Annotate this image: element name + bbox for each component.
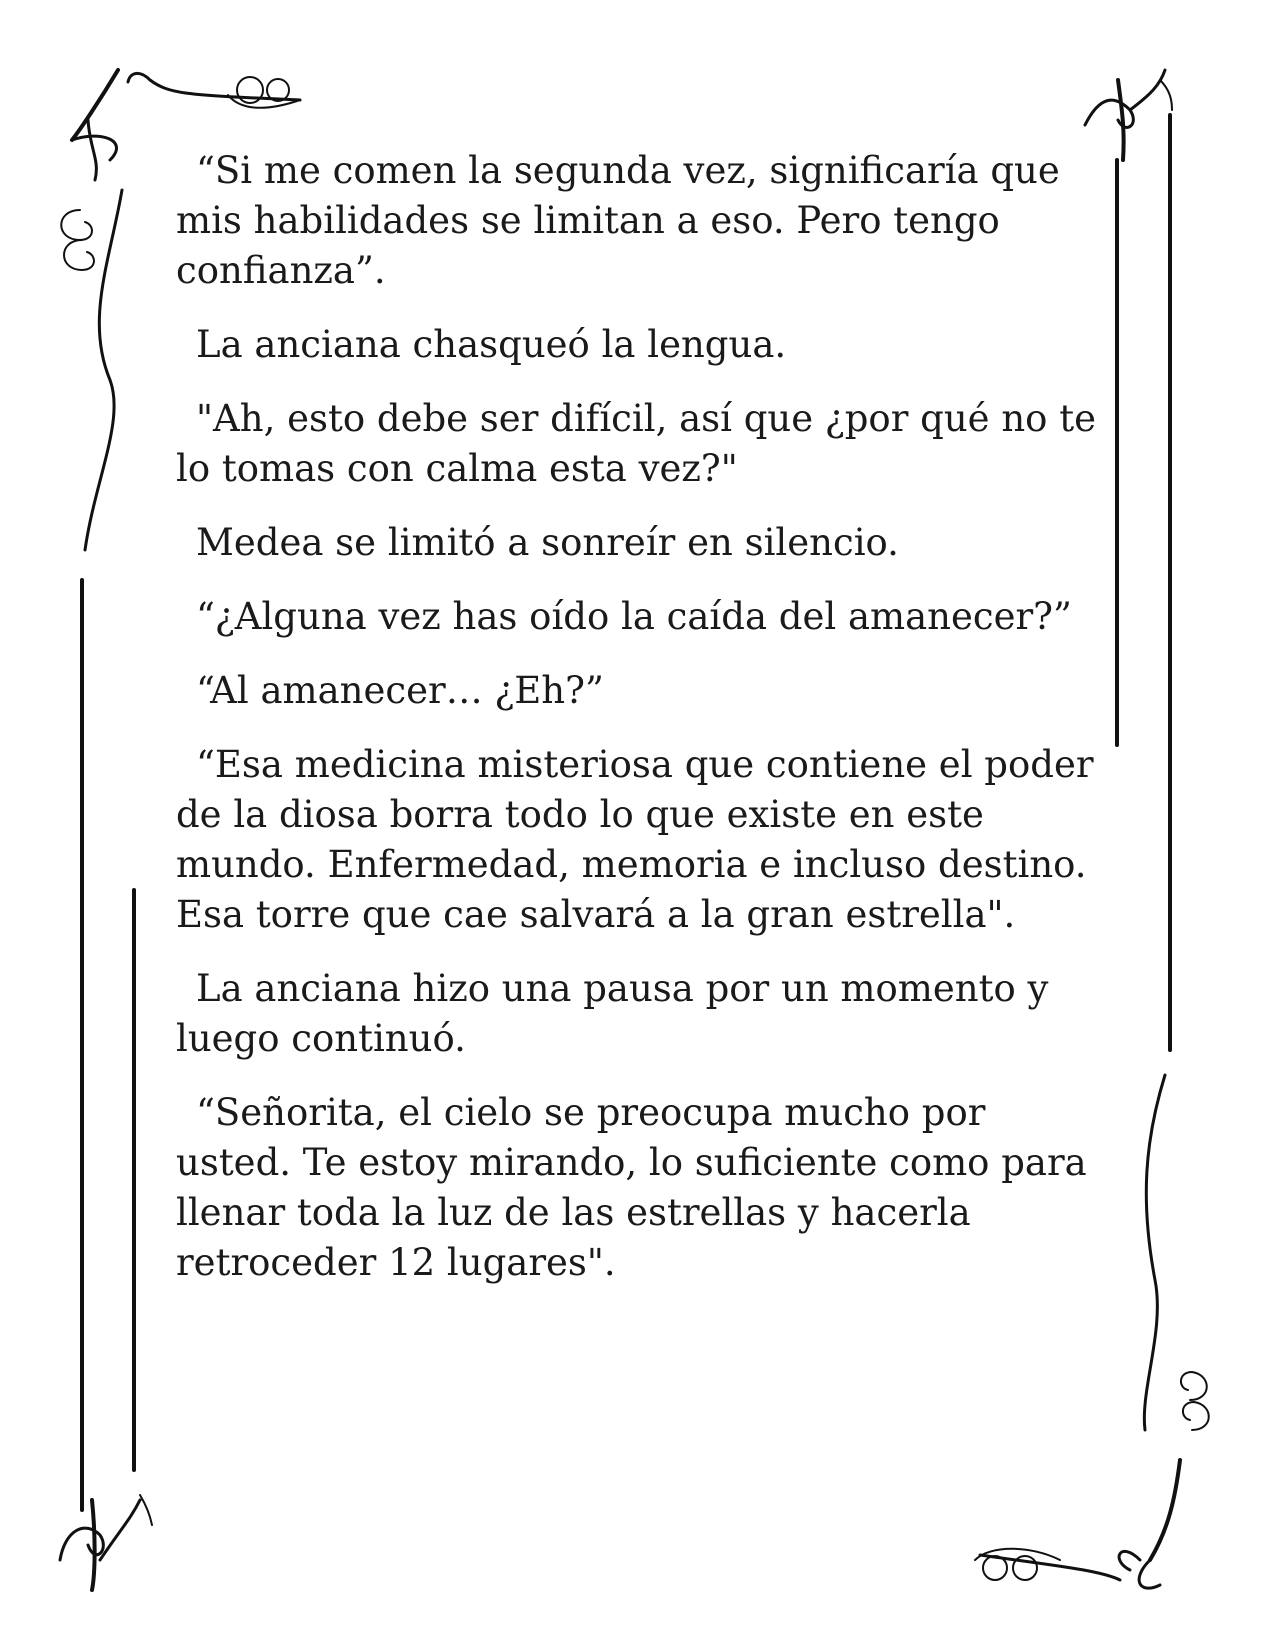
paragraph: La anciana hizo una pausa por un momento y luego continuó. bbox=[176, 967, 1049, 1060]
top-right-flourish-icon bbox=[1085, 70, 1172, 160]
paragraph: “Si me comen la segunda vez, significaría que mis habilidades se limitan a eso. Pero tengo confianza”. bbox=[176, 149, 1060, 292]
paragraph: La anciana chasqueó la lengua. bbox=[196, 323, 787, 366]
paragraph: “Esa medicina misteriosa que contiene el poder de la diosa borra todo lo que existe en este mundo. Enfermedad, memoria e incluso destino. Esa torre que cae salvará a la gran estrella". bbox=[176, 743, 1094, 936]
paragraph: “¿Alguna vez has oído la caída del amanecer?” bbox=[196, 595, 1072, 638]
bottom-left-flourish-icon bbox=[60, 1495, 152, 1590]
paragraph: “Señorita, el cielo se preocupa mucho por usted. Te estoy mirando, lo suficiente como para llenar toda la luz de las estrellas y hacerla retroceder 12 lugares". bbox=[176, 1091, 1087, 1284]
story-text bbox=[176, 146, 1096, 1312]
paragraph: Medea se limitó a sonreír en silencio. bbox=[196, 521, 899, 564]
paragraph: "Ah, esto debe ser difícil, así que ¿por qué no te lo tomas con calma esta vez?" bbox=[176, 397, 1096, 490]
paragraph: “Al amanecer… ¿Eh?” bbox=[196, 669, 604, 712]
